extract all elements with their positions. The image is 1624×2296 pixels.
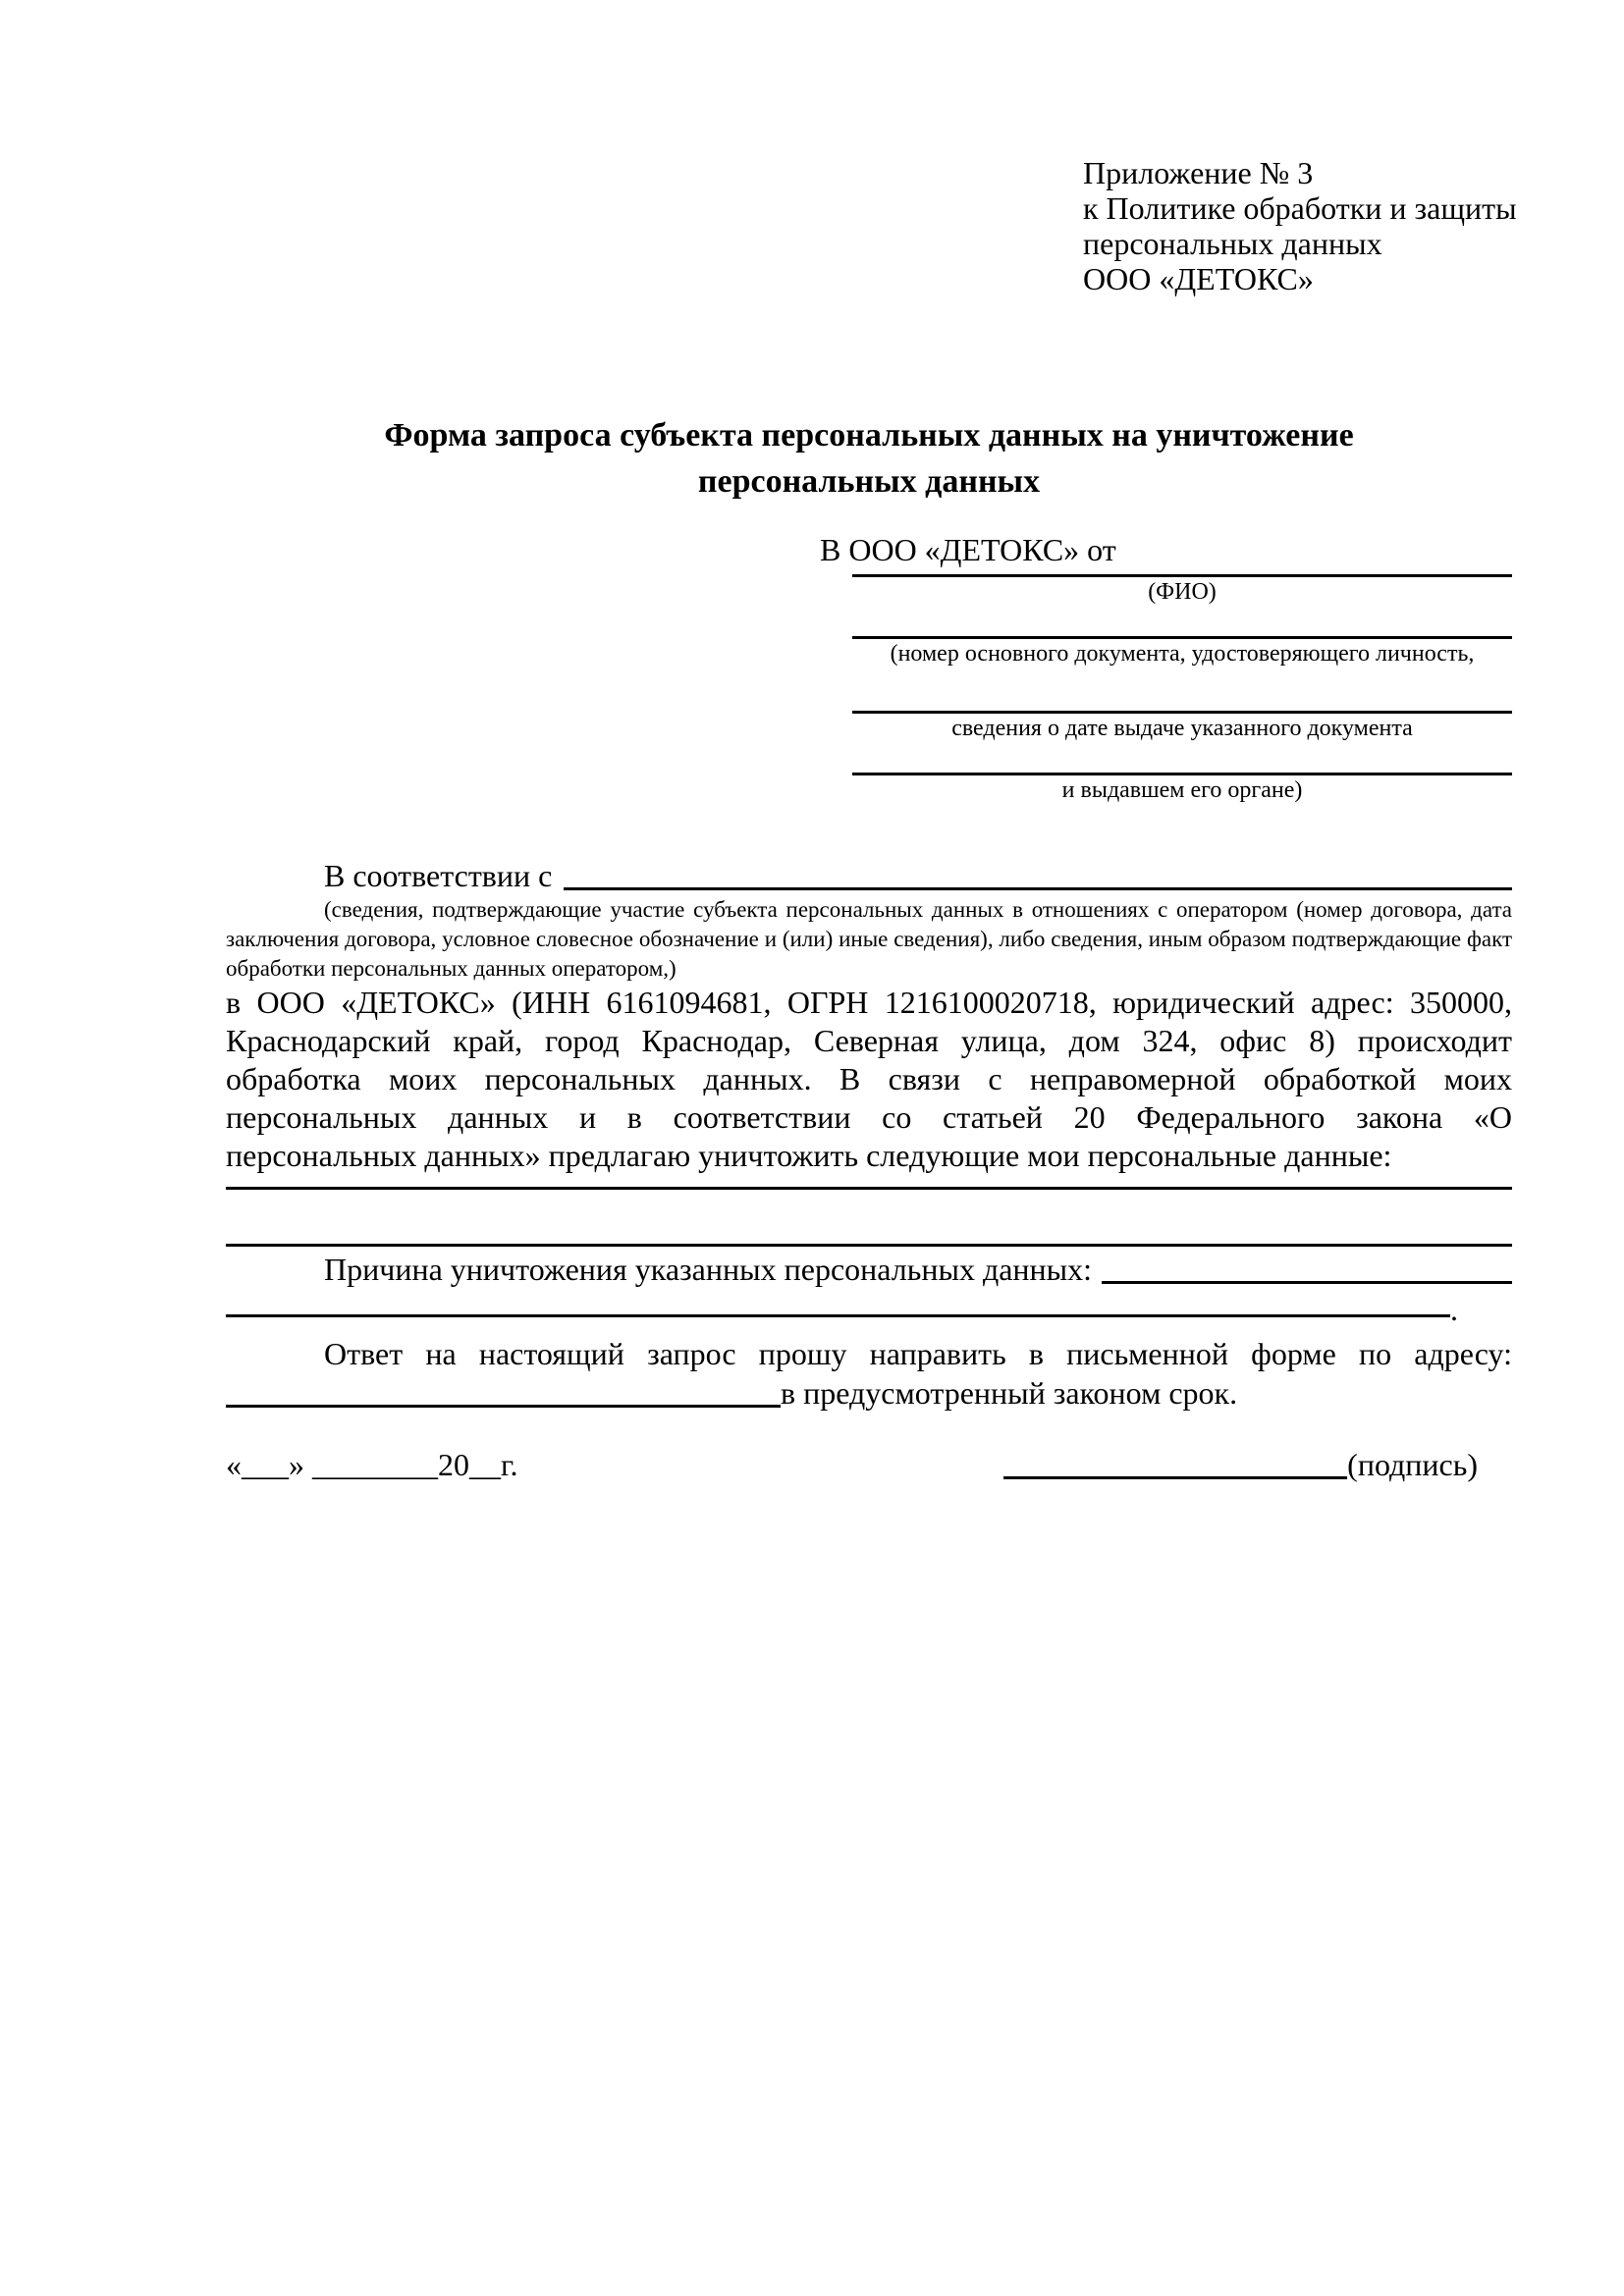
- accordance-fill-line: [564, 886, 1512, 890]
- footnote-line: (сведения, подтверждающие участие субъекта персональных данных в отношениях с оператором (номер договора, дата: [324, 897, 1512, 922]
- accordance-lead: В соответствии с: [324, 858, 553, 893]
- annex-line: к Политике обработки и защиты: [1083, 190, 1517, 226]
- date-placeholder: «___» ________20__г.: [226, 1447, 518, 1482]
- body-line: персональных данных и в соответствии со статьей 20 Федерального закона «О: [226, 1099, 1512, 1135]
- field-caption-issue-date: сведения о дате выдаче указанного документа: [951, 716, 1413, 741]
- body-paragraph: [226, 984, 1512, 1175]
- signature-area: [1003, 1445, 1478, 1484]
- addressee-label: В ООО «ДЕТОКС» от: [820, 532, 1116, 567]
- deadline-text: в предусмотренный законом срок.: [781, 1375, 1238, 1411]
- footnote: [226, 895, 1512, 984]
- reason-label: Причина уничтожения указанных персональных данных:: [324, 1252, 1093, 1287]
- body-line: обработка моих персональных данных. В связи с неправомерной обработкой моих: [226, 1061, 1512, 1096]
- field-line-fio: [852, 569, 1512, 577]
- personal-data-fill-line-1: [226, 1175, 1512, 1190]
- response-address-row: [226, 1373, 1512, 1413]
- annex-block: [1083, 155, 1517, 296]
- footnote-line: заключения договора, условное словесное обозначение и (или) иные сведения), либо сведения, иным образом подтверждающие факт: [226, 927, 1512, 951]
- body-line: Краснодарский край, город Краснодар, Северная улица, дом 324, офис 8) происходит: [226, 1023, 1512, 1058]
- page-title: [226, 412, 1512, 505]
- body-line: в ООО «ДЕТОКС» (ИНН 6161094681, ОГРН 1216100020718, юридический адрес: 350000,: [226, 985, 1512, 1020]
- reason-terminator: .: [1450, 1292, 1458, 1327]
- field-caption-fio: (ФИО): [1148, 579, 1217, 605]
- annex-line: Приложение № 3: [1083, 155, 1314, 190]
- body-line: персональных данных» предлагаю уничтожить следующие мои персональные данные:: [226, 1138, 1392, 1173]
- signature-caption: (подпись): [1347, 1447, 1478, 1482]
- field-line-issue-date: [852, 668, 1512, 714]
- response-request-line: Ответ на настоящий запрос прошу направить в письменной форме по адресу:: [324, 1336, 1512, 1371]
- reason-fill-line: [1102, 1280, 1512, 1284]
- personal-data-fill-line-2: [226, 1190, 1512, 1247]
- title-line: Форма запроса субъекта персональных данных на уничтожение: [384, 417, 1354, 454]
- addressee-fields: [852, 569, 1512, 805]
- field-line-issuing-authority: [852, 743, 1512, 775]
- footnote-line: обработки персональных данных оператором,): [226, 956, 677, 981]
- reason-continuation-row: [226, 1289, 1512, 1327]
- address-fill-line: [226, 1404, 781, 1408]
- annex-line: персональных данных: [1083, 226, 1382, 261]
- annex-line: ООО «ДЕТОКС»: [1083, 261, 1314, 296]
- reason-row: [226, 1250, 1512, 1289]
- accordance-row: [226, 856, 1512, 895]
- field-caption-issuing-authority: и выдавшем его органе): [1061, 777, 1303, 803]
- reason-continuation-line: [226, 1313, 1450, 1317]
- field-line-document-number: [852, 607, 1512, 639]
- title-line: персональных данных: [697, 463, 1041, 500]
- signoff-row: [226, 1445, 1512, 1484]
- signature-fill-line: [1003, 1475, 1347, 1479]
- field-caption-document-number: (номер основного документа, удостоверяющего личность,: [890, 641, 1475, 667]
